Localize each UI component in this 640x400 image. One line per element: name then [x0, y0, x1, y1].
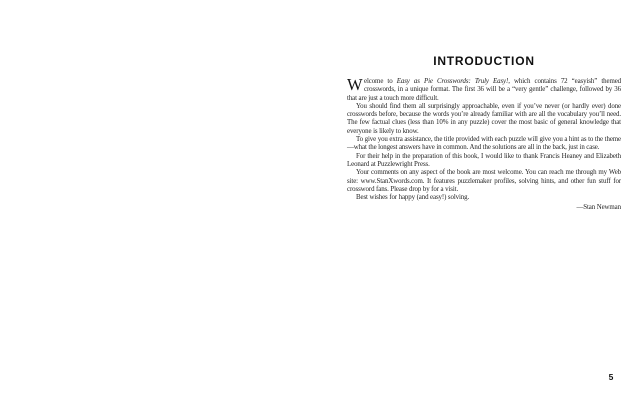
drop-cap: W: [347, 75, 363, 94]
paragraph-thanks: For their help in the preparation of this book, I would like to thank Francis Heaney and Elizabeth Leonard at Puzzlewright Press.: [347, 152, 621, 168]
paragraph-comments: Your comments on any aspect of the book are most welcome. You can reach me through my Web site: www.StanXwords.com. It features puzzlemaker profiles, solving hints, and other fun stuff for crossword fans. Please drop by for a visit.: [347, 169, 621, 193]
intro-pre-title: elcome to: [363, 78, 397, 85]
paragraph-welcome: [347, 75, 622, 103]
page-number: 5: [608, 372, 614, 382]
paragraph-assistance: To give you extra assistance, the title provided with each puzzle will give you a hint as to the theme—what the longest answers have in common. And the solutions are all in the back, just in case.: [347, 136, 621, 152]
paragraph-best-wishes: Best wishes for happy (and easy!) solving.: [356, 194, 470, 202]
author-signature: —Stan Newman: [576, 204, 621, 212]
intro-post-title: , which contains 72 “easyish” themed crosswords, in a unique format. The first 36 will be a “very gentle” challenge, followed by 36 that are just a touch more difficult.: [347, 78, 622, 102]
introduction-text: [347, 75, 622, 213]
page-title: INTRODUCTION: [433, 54, 535, 68]
paragraph-approachable: You should find them all surprisingly approachable, even if you’ve never (or hardly ever) done crosswords before, because the words you’re already familiar with are all the vocabulary you’ll need. The few factual clues (less than 10% in any puzzle) cover the most basic of general knowledge that everyone is likely to know.: [347, 102, 621, 135]
right-page: [347, 54, 621, 213]
book-title: Easy as Pie Crosswords: Truly Easy!: [396, 78, 509, 85]
